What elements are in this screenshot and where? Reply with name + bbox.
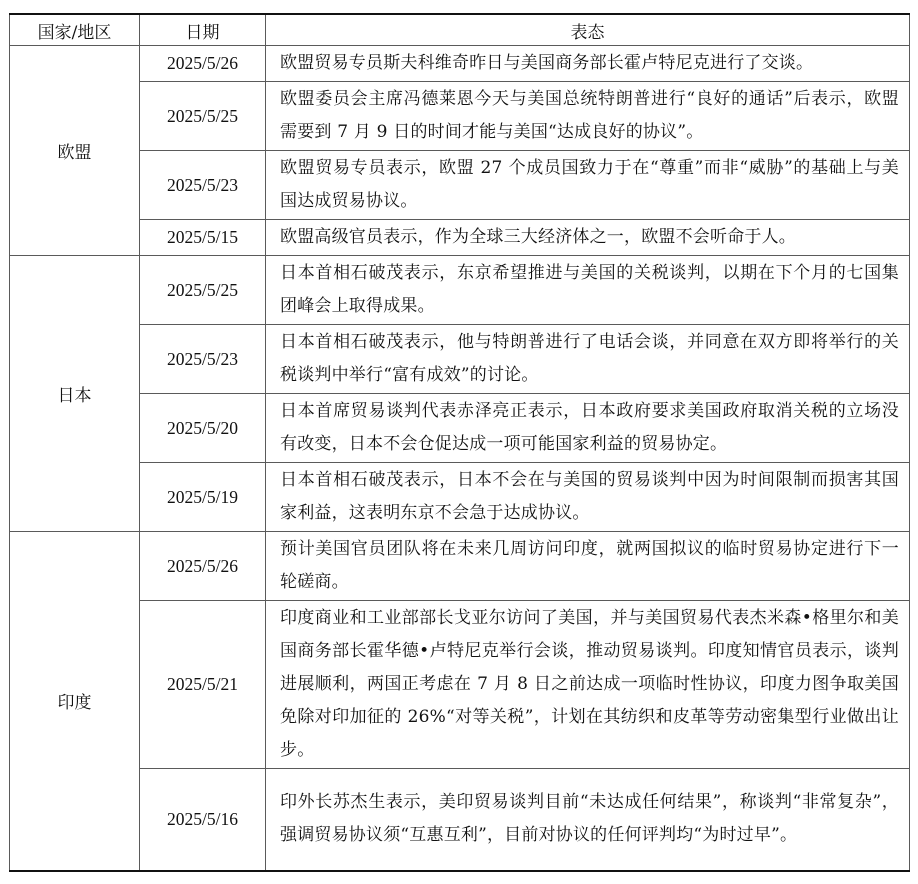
date-cell: 2025/5/26 [140, 532, 266, 601]
header-region: 国家/地区 [10, 14, 140, 46]
region-cell-japan: 日本 [10, 256, 140, 532]
statement-cell: 印度商业和工业部部长戈亚尔访问了美国，并与美国贸易代表杰米森•格里尔和美国商务部长霍华德•卢特尼克举行会谈，推动贸易谈判。印度知情官员表示，谈判进展顺利，两国正考虑在 7 月 8 日之前达成一项临时性协议，印度力图争取美国免除对印加征的 26%“对等关税”，计划在其纺织和皮革等劳动密集型行业做出让步。 [266, 601, 910, 769]
header-row [10, 14, 910, 46]
date-cell: 2025/5/23 [140, 325, 266, 394]
statement-cell: 欧盟高级官员表示，作为全球三大经济体之一，欧盟不会听命于人。 [266, 220, 910, 256]
header-statement: 表态 [266, 14, 910, 46]
table-row [10, 220, 910, 256]
statement-cell: 日本首席贸易谈判代表赤泽亮正表示，日本政府要求美国政府取消关税的立场没有改变，日本不会仓促达成一项可能国家利益的贸易协定。 [266, 394, 910, 463]
date-cell: 2025/5/16 [140, 769, 266, 871]
table-row [10, 325, 910, 394]
statement-cell: 预计美国官员团队将在未来几周访问印度，就两国拟议的临时贸易协定进行下一轮磋商。 [266, 532, 910, 601]
statement-cell: 欧盟委员会主席冯德莱恩今天与美国总统特朗普进行“良好的通话”后表示，欧盟需要到 7 月 9 日的时间才能与美国“达成良好的协议”。 [266, 82, 910, 151]
date-cell: 2025/5/25 [140, 256, 266, 325]
date-cell: 2025/5/21 [140, 601, 266, 769]
table-row [10, 769, 910, 871]
table-row [10, 394, 910, 463]
date-cell: 2025/5/20 [140, 394, 266, 463]
table-row [10, 256, 910, 325]
table-row [10, 532, 910, 601]
statement-cell: 日本首相石破茂表示，日本不会在与美国的贸易谈判中因为时间限制而损害其国家利益，这表明东京不会急于达成协议。 [266, 463, 910, 532]
date-cell: 2025/5/23 [140, 151, 266, 220]
statement-cell: 日本首相石破茂表示，东京希望推进与美国的关税谈判，以期在下个月的七国集团峰会上取得成果。 [266, 256, 910, 325]
region-cell-india: 印度 [10, 532, 140, 871]
statement-cell: 欧盟贸易专员斯夫科维奇昨日与美国商务部长霍卢特尼克进行了交谈。 [266, 46, 910, 82]
region-cell-eu: 欧盟 [10, 46, 140, 256]
table-row [10, 46, 910, 82]
date-cell: 2025/5/25 [140, 82, 266, 151]
statement-cell: 欧盟贸易专员表示，欧盟 27 个成员国致力于在“尊重”而非“威胁”的基础上与美国达成贸易协议。 [266, 151, 910, 220]
date-cell: 2025/5/26 [140, 46, 266, 82]
header-date: 日期 [140, 14, 266, 46]
date-cell: 2025/5/15 [140, 220, 266, 256]
statement-cell: 日本首相石破茂表示，他与特朗普进行了电话会谈，并同意在双方即将举行的关税谈判中举行“富有成效”的讨论。 [266, 325, 910, 394]
table-row [10, 463, 910, 532]
statements-table [9, 13, 910, 872]
table-row [10, 151, 910, 220]
table-row [10, 601, 910, 769]
table-row [10, 82, 910, 151]
date-cell: 2025/5/19 [140, 463, 266, 532]
statement-cell: 印外长苏杰生表示，美印贸易谈判目前“未达成任何结果”，称谈判“非常复杂”，强调贸易协议须“互惠互利”，目前对协议的任何评判均“为时过早”。 [266, 769, 910, 871]
